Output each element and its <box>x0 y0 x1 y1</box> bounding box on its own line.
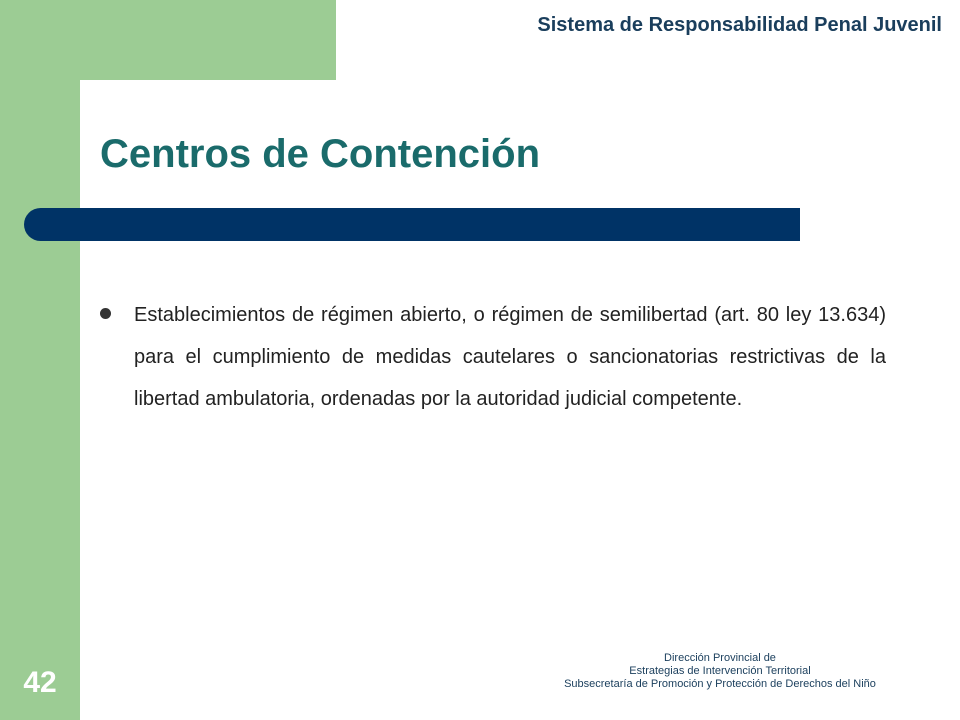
title-underline-bar <box>24 208 800 241</box>
footer-line-2: Estrategias de Intervención Territorial <box>629 665 811 677</box>
slide-number: 42 <box>23 666 57 699</box>
presentation-header-title: Sistema de Responsabilidad Penal Juvenil <box>537 14 942 36</box>
bullet-point-icon <box>100 308 111 319</box>
slide-title: Centros de Contención <box>100 132 541 176</box>
footer-line-1: Dirección Provincial de <box>664 652 776 664</box>
left-green-band <box>0 0 80 720</box>
footer-credits <box>520 652 920 691</box>
top-green-band <box>80 0 336 80</box>
bullet-text: Establecimientos de régimen abierto, o régimen de semilibertad (art. 80 ley 13.634) para el cumplimiento de medidas cautelares o sancionatorias restrictivas de la libertad ambulatoria, ordenadas por la autoridad judicial competente. <box>134 304 886 410</box>
footer-line-3: Subsecretaría de Promoción y Protección de Derechos del Niño <box>564 678 876 690</box>
